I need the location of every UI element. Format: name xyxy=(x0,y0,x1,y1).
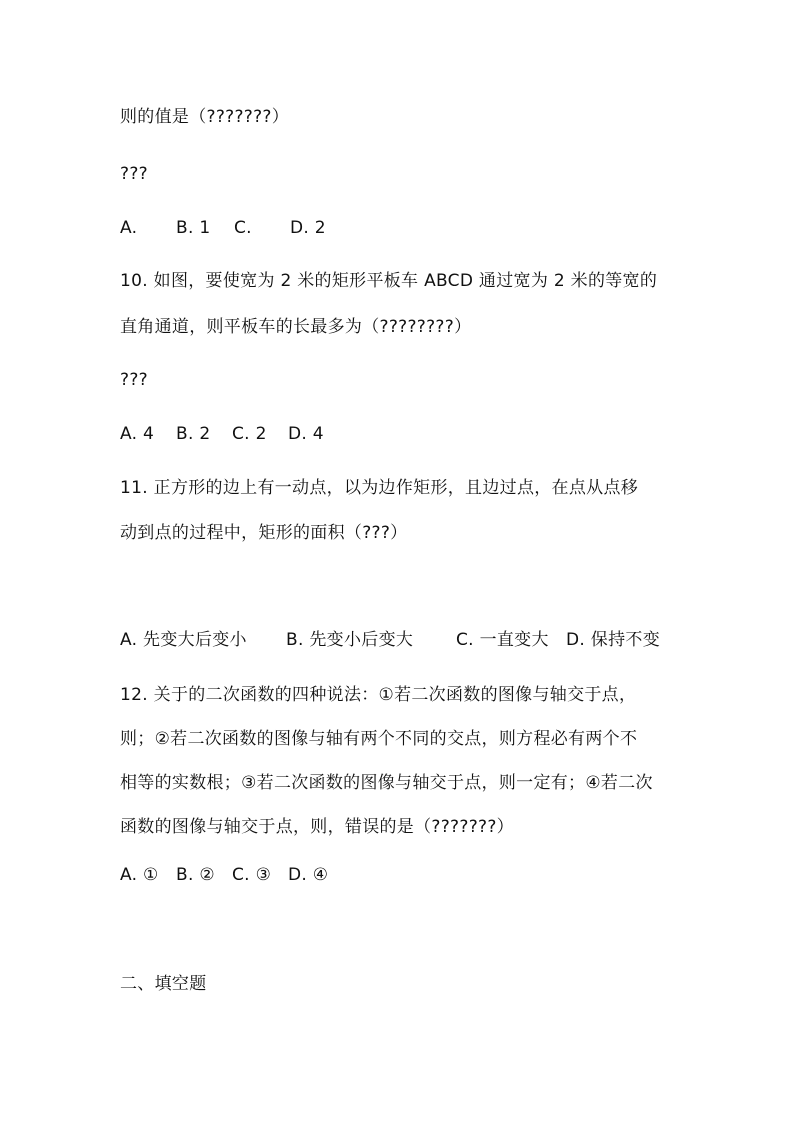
q9-option-d: D. 2 xyxy=(290,218,326,238)
q10-option-b: B. 2 xyxy=(176,424,211,444)
q11-option-c: C. 一直变大 xyxy=(456,630,549,650)
q12-stem-line4: 函数的图像与轴交于点，则，错误的是（???????） xyxy=(120,817,514,837)
q9-option-c: C. xyxy=(234,218,252,238)
q12-stem-line1: 12. 关于的二次函数的四种说法：①若二次函数的图像与轴交于点， xyxy=(120,685,637,705)
q9-options xyxy=(120,217,326,239)
q10-option-a: A. 4 xyxy=(120,424,155,444)
q11-option-d: D. 保持不变 xyxy=(566,630,660,650)
q11-stem-line1: 11. 正方形的边上有一动点，以为边作矩形，且边过点，在点从点移 xyxy=(120,478,639,498)
q10-option-d: D. 4 xyxy=(288,424,324,444)
q12-option-a: A. ① xyxy=(120,865,159,885)
q12-stem-line2: 则；②若二次函数的图像与轴有两个不同的交点，则方程必有两个不 xyxy=(120,729,638,749)
q10-figure-placeholder: ??? xyxy=(120,370,148,390)
q10-stem-line2: 直角通道，则平板车的长最多为（????????） xyxy=(120,317,472,337)
q10-options xyxy=(120,423,324,445)
q9-option-b: B. 1 xyxy=(176,218,211,238)
q12-option-c: C. ③ xyxy=(232,865,272,885)
q9-figure-placeholder: ??? xyxy=(120,164,148,184)
q11-options xyxy=(120,629,660,651)
section-heading-fill-in: 二、填空题 xyxy=(120,974,207,994)
q12-option-d: D. ④ xyxy=(288,865,329,885)
q11-option-b: B. 先变小后变大 xyxy=(286,630,414,650)
q11-stem-line2: 动到点的过程中，矩形的面积（???） xyxy=(120,523,408,543)
q12-options xyxy=(120,864,328,886)
q11-option-a: A. 先变大后变小 xyxy=(120,630,247,650)
q12-stem-line3: 相等的实数根；③若二次函数的图像与轴交于点，则一定有；④若二次 xyxy=(120,773,653,793)
q10-stem-line1: 10. 如图，要使宽为 2 米的矩形平板车 ABCD 通过宽为 2 米的等宽的 xyxy=(120,271,658,291)
q10-option-c: C. 2 xyxy=(232,424,267,444)
q12-option-b: B. ② xyxy=(176,865,215,885)
q9-stem-tail: 则的值是（???????） xyxy=(120,107,290,127)
q9-option-a: A. xyxy=(120,218,138,238)
